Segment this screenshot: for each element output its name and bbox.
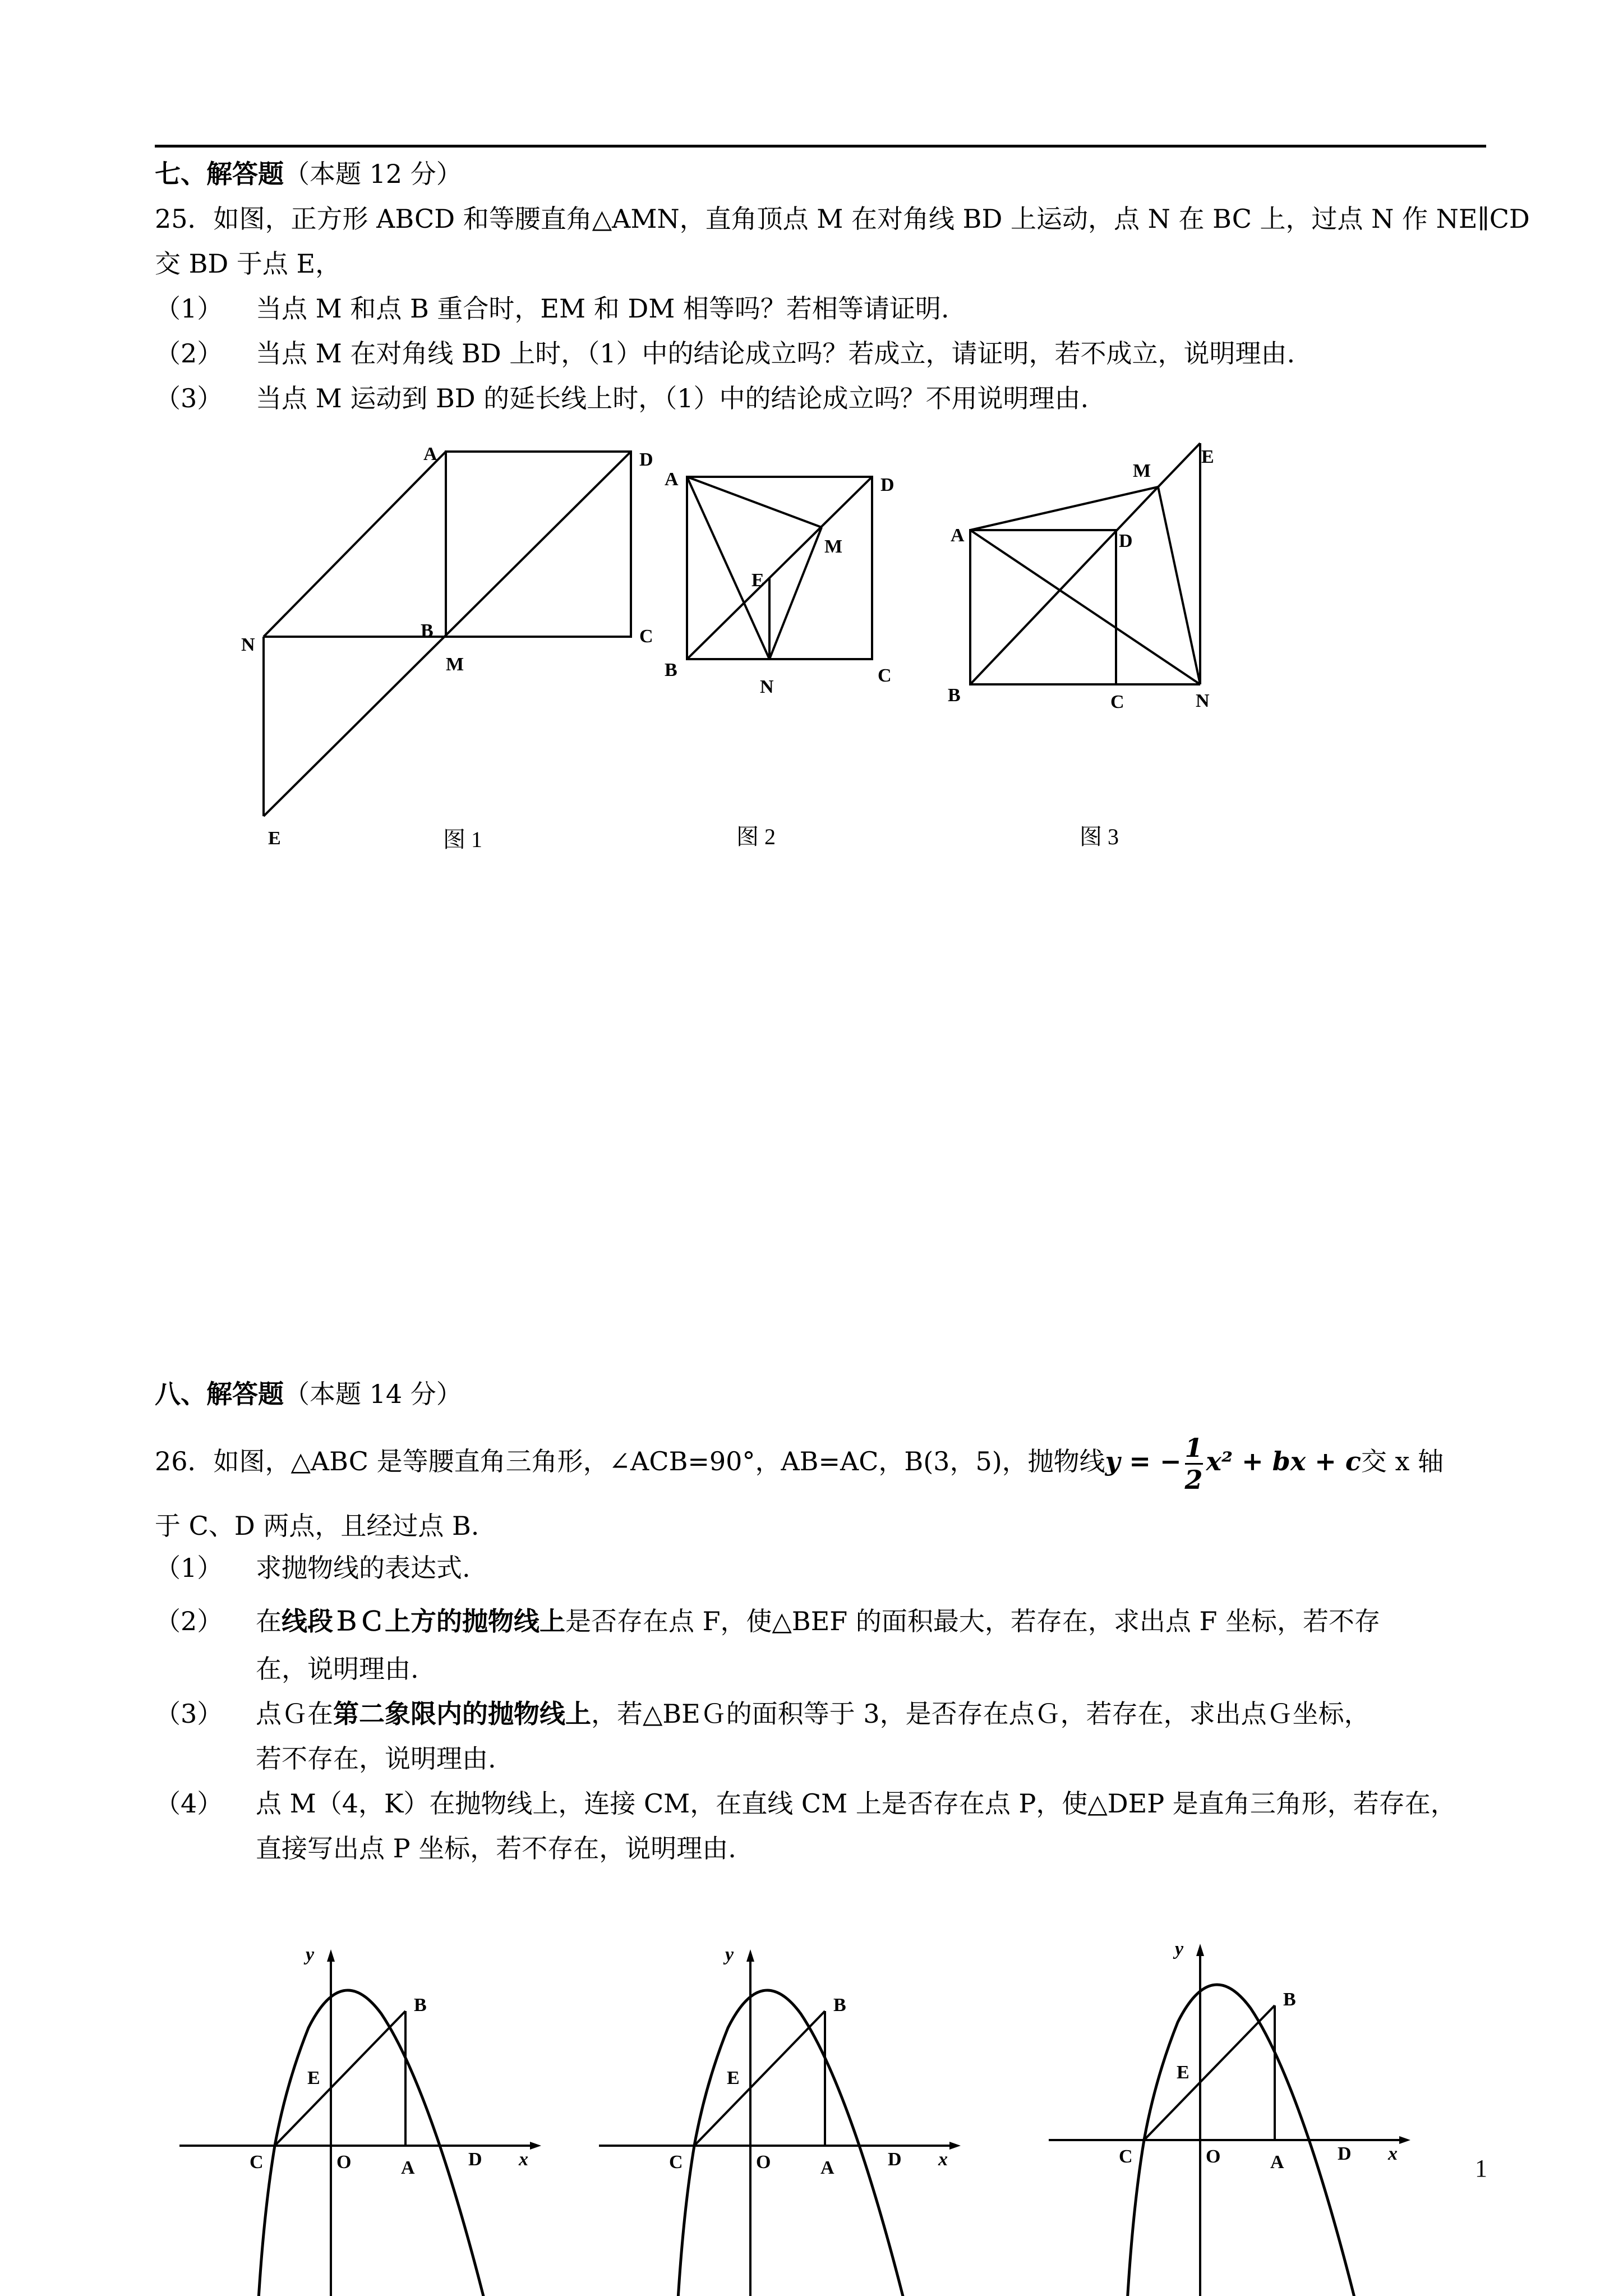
fig2-label-E: E — [751, 570, 764, 591]
graph-1 — [179, 1944, 541, 2296]
g3-label-B: B — [1283, 1989, 1296, 2010]
q25-line1: 25．如图，正方形 ABCD 和等腰直角△AMN，直角顶点 M 在对角线 BD 上运动，点 N 在 BC 上，过点 N 作 NE∥CD — [155, 204, 1530, 234]
q26-item3-pre: 点Ｇ在 — [256, 1699, 333, 1729]
q25-item2-num: （2） — [155, 338, 223, 369]
g2-label-O: O — [756, 2152, 771, 2173]
q26-suffix: 交 x 轴 — [1361, 1446, 1444, 1476]
fig1-label-N: N — [241, 634, 255, 655]
fig2-label-A: A — [665, 469, 679, 490]
q25-item1-text: 当点 M 和点 B 重合时，EM 和 DM 相等吗？若相等请证明. — [256, 293, 949, 324]
q25-line2: 交 BD 于点 E， — [155, 249, 342, 279]
q26-item2-post: 是否存在点 F，使△BEF 的面积最大，若存在，求出点 F 坐标，若不存 — [565, 1606, 1380, 1636]
q25-item2-text: 当点 M 在对角线 BD 上时，（1）中的结论成立吗？若成立，请证明，若不成立，说明理由. — [256, 338, 1295, 369]
fig3-label-E: E — [1201, 447, 1214, 467]
g3-label-A: A — [1270, 2152, 1284, 2173]
fig2-label-B: B — [665, 660, 677, 680]
fig2-label-C: C — [878, 665, 892, 686]
q26-item4-line1: 点 M（4，K）在抛物线上，连接 CM，在直线 CM 上是否存在点 P，使△DEP 是直角三角形，若存在， — [256, 1788, 1456, 1819]
g3-label-x: x — [1388, 2143, 1398, 2164]
q26-item3-line2: 若不存在，说明理由. — [256, 1743, 496, 1774]
g3-label-C: C — [1119, 2146, 1133, 2167]
g2-label-A: A — [820, 2157, 834, 2178]
g3-label-y: y — [1175, 1939, 1184, 1959]
q26-item2-line2: 在，说明理由. — [256, 1654, 419, 1684]
section8-heading: 八、解答题 — [155, 1379, 284, 1409]
formula-lhs: y = − — [1105, 1446, 1182, 1476]
q26-item4-line2: 直接写出点 P 坐标，若不存在，说明理由. — [256, 1833, 736, 1864]
section8-score: （本题 14 分） — [284, 1379, 462, 1409]
q25-item1-num: （1） — [155, 293, 223, 324]
formula-den: 2 — [1185, 1463, 1203, 1495]
q26-prefix: 26．如图，△ABC 是等腰直角三角形，∠ACB=90°，AB=AC，B(3，5)，抛物线 — [155, 1446, 1105, 1476]
fig2-label-D: D — [880, 475, 895, 495]
fig1-label-D: D — [639, 449, 653, 470]
fig1-caption: 图 1 — [443, 827, 482, 852]
fig1-label-E: E — [268, 828, 281, 849]
q26-line2: 于 C、D 两点，且经过点 B. — [155, 1511, 479, 1541]
g1-label-x: x — [519, 2149, 528, 2170]
fig1-label-M: M — [446, 654, 464, 675]
q26-item3-bold: 第二象限内的抛物线上 — [333, 1699, 591, 1729]
page-number: 1 — [1475, 2155, 1487, 2182]
q26-item2-num: （2） — [155, 1606, 223, 1636]
fig3-label-C: C — [1110, 692, 1124, 712]
q25-item3-text: 当点 M 运动到 BD 的延长线上时，（1）中的结论成立吗？不用说明理由. — [256, 383, 1089, 413]
q26-item3-num: （3） — [155, 1699, 223, 1729]
g3-label-D: D — [1338, 2143, 1352, 2164]
fig3-label-B: B — [948, 685, 961, 706]
g2-label-y: y — [725, 1944, 734, 1965]
fig1-label-C: C — [639, 626, 653, 647]
q26-item1-text: 求抛物线的表达式. — [256, 1553, 471, 1583]
g1-label-A: A — [401, 2157, 415, 2178]
q26-item1-num: （1） — [155, 1553, 223, 1583]
g1-label-D: D — [468, 2149, 482, 2170]
fig3-label-M: M — [1133, 461, 1151, 481]
fig1-label-A: A — [423, 444, 437, 464]
fig3-label-D: D — [1119, 531, 1133, 551]
section7-heading: 七、解答题 — [155, 159, 284, 189]
section7-score: （本题 12 分） — [284, 159, 462, 189]
q25-item3-num: （3） — [155, 383, 223, 413]
fig1-label-B: B — [421, 620, 434, 641]
fig2-label-N: N — [760, 677, 774, 697]
fig3-label-A: A — [951, 525, 965, 546]
g1-label-C: C — [250, 2152, 264, 2173]
g2-label-C: C — [669, 2152, 683, 2173]
g1-label-B: B — [414, 1995, 427, 2016]
g1-label-E: E — [307, 2068, 320, 2088]
graph-3 — [1049, 1939, 1410, 2296]
fig3-caption: 图 3 — [1080, 824, 1119, 849]
q26-item4-num: （4） — [155, 1788, 223, 1819]
g2-label-x: x — [938, 2149, 948, 2170]
g3-label-O: O — [1206, 2146, 1221, 2167]
g2-label-E: E — [727, 2068, 740, 2088]
q26-item2-pre: 在 — [256, 1606, 282, 1636]
fig2-caption: 图 2 — [736, 824, 776, 849]
q26-item3-post: ，若△BEＧ的面积等于 3，是否存在点Ｇ，若存在，求出点Ｇ坐标， — [591, 1699, 1370, 1729]
g2-label-D: D — [888, 2149, 902, 2170]
g1-label-y: y — [306, 1944, 315, 1965]
formula-rhs: x² + bx + c — [1206, 1446, 1361, 1476]
g3-label-E: E — [1177, 2062, 1189, 2083]
g1-label-O: O — [336, 2152, 352, 2173]
fig3-label-N: N — [1196, 691, 1210, 711]
q26-item2-bold: 线段ＢＣ上方的抛物线上 — [282, 1606, 565, 1636]
graph-2 — [599, 1944, 961, 2296]
g2-label-B: B — [833, 1995, 846, 2016]
fig2-label-M: M — [824, 536, 843, 557]
formula-num: 1 — [1184, 1432, 1203, 1463]
